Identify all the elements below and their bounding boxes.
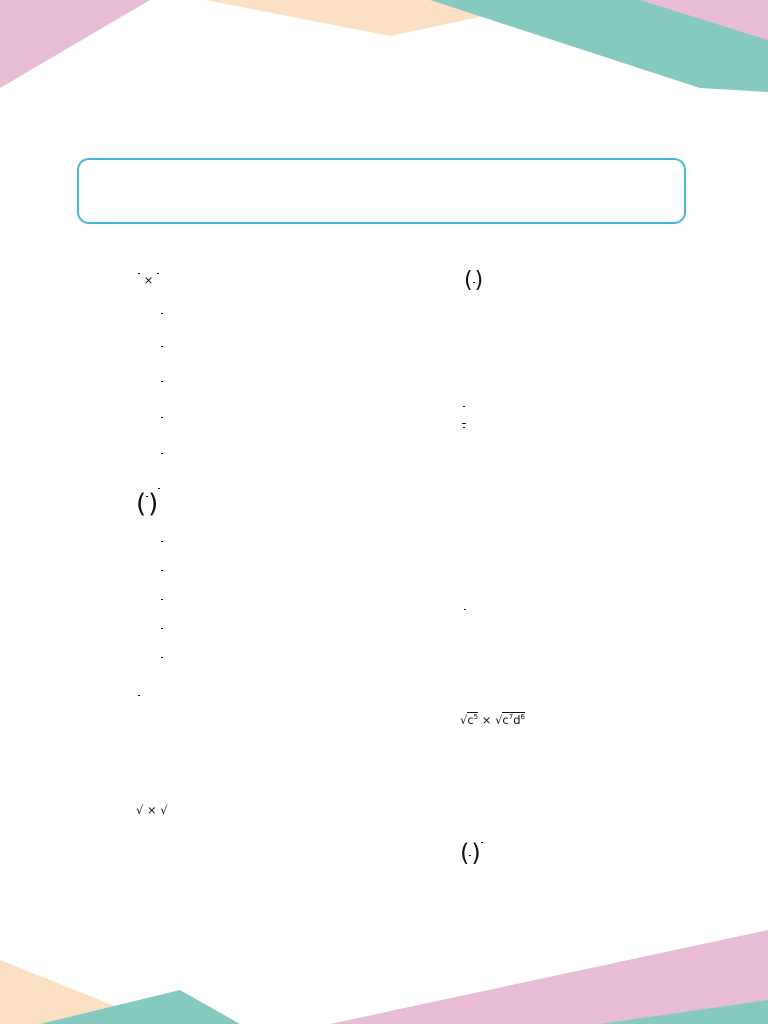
radical-sign: √ — [460, 712, 468, 727]
question-stem — [456, 839, 489, 867]
exp-num — [161, 541, 163, 542]
exp-num — [161, 453, 163, 454]
exponent — [161, 657, 163, 658]
right-paren: ) — [474, 267, 484, 293]
math-expression — [136, 489, 160, 519]
math-expression — [460, 839, 483, 867]
exp-num — [161, 417, 163, 418]
times-sign: × — [481, 712, 492, 727]
times-sign: × — [146, 802, 157, 817]
radicand: $c^5$ — [467, 712, 479, 727]
exponent — [161, 541, 163, 542]
exponent — [157, 273, 159, 274]
section-instruction — [77, 240, 103, 252]
fraction-bottom — [462, 424, 466, 444]
math-expression — [464, 600, 466, 614]
question-stem — [456, 267, 690, 293]
exp-num — [138, 273, 140, 274]
math-expression — [138, 273, 159, 287]
fraction-top — [462, 401, 466, 424]
exponent — [463, 406, 465, 407]
exp-num — [161, 313, 163, 314]
fraction — [138, 695, 140, 696]
exp-num — [161, 346, 163, 347]
option-value — [161, 603, 163, 617]
left-paren: ( — [464, 267, 473, 293]
exp-num — [161, 381, 163, 382]
student-identity-box — [77, 158, 686, 224]
radical-sign: √ — [495, 712, 503, 727]
math-expression — [138, 686, 140, 700]
name-row[interactable] — [91, 172, 666, 186]
exp-num — [463, 427, 465, 428]
exponent — [463, 427, 465, 428]
exp-num — [158, 488, 160, 489]
math-expression — [462, 401, 466, 444]
option-value — [161, 661, 163, 675]
right-paren: ) — [471, 839, 481, 867]
exp-num — [161, 570, 163, 571]
fraction — [464, 609, 466, 610]
times-sign: × — [143, 273, 154, 287]
radicand: $c^7d^6$ — [502, 712, 525, 727]
frac-num — [464, 609, 466, 610]
option-value — [161, 387, 163, 401]
exp-num — [463, 406, 465, 407]
outer-exponent — [158, 488, 160, 489]
exp-num — [157, 273, 159, 274]
question-stem — [456, 597, 690, 615]
left-paren: ( — [136, 489, 147, 519]
option-value — [161, 352, 163, 366]
right-paren: ) — [148, 489, 159, 519]
exp-num — [481, 842, 483, 843]
exp-num — [161, 628, 163, 629]
left-paren: ( — [460, 839, 470, 867]
exp-num — [161, 599, 163, 600]
exponent — [161, 628, 163, 629]
option-value — [161, 319, 163, 333]
option-value — [161, 423, 163, 437]
question-stem — [132, 273, 165, 288]
exponent — [161, 417, 163, 418]
radical-sign: √ — [160, 802, 168, 817]
exponent — [161, 599, 163, 600]
exponent — [161, 381, 163, 382]
exponent — [138, 273, 140, 274]
question-stem — [132, 800, 172, 818]
math-expression — [464, 267, 484, 293]
radical-sign: √ — [136, 802, 144, 817]
question-stem — [132, 489, 168, 519]
exponent — [161, 313, 163, 314]
option-value — [161, 545, 163, 559]
option-value — [161, 574, 163, 588]
option-value — [161, 632, 163, 646]
outer-exponent — [481, 842, 483, 843]
exponent — [161, 570, 163, 571]
math-expression — [460, 713, 525, 727]
question-stem — [456, 710, 529, 728]
question-stem — [132, 683, 140, 701]
exp-num — [161, 657, 163, 658]
math-expression — [136, 803, 168, 817]
option-value — [161, 459, 163, 473]
exponent — [161, 346, 163, 347]
frac-num — [138, 695, 140, 696]
class-row[interactable] — [91, 189, 666, 203]
question-stem — [456, 405, 472, 448]
exponent — [161, 453, 163, 454]
